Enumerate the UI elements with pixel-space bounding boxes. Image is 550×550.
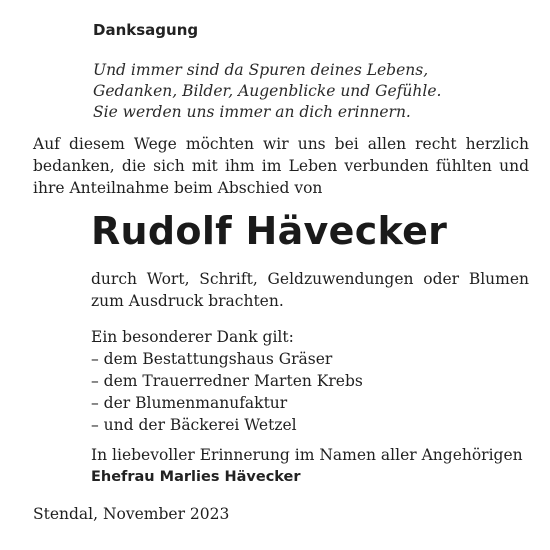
place-date: Stendal, November 2023 — [33, 505, 230, 523]
signature: Ehefrau Marlies Hävecker — [91, 469, 301, 485]
poem — [93, 60, 513, 123]
special-thanks-item: – dem Trauerredner Marten Krebs — [91, 372, 363, 390]
closing-line: In liebevoller Erinnerung im Namen aller Angehörigen — [91, 446, 523, 464]
thanks-paragraph — [91, 268, 529, 312]
special-thanks-item: – und der Bäckerei Wetzel — [91, 416, 297, 434]
special-thanks-title: Ein besonderer Dank gilt: — [91, 328, 294, 346]
intro-line: ihre Anteilnahme beim Abschied von — [33, 179, 323, 197]
poem-line: Gedanken, Bilder, Augenblicke und Gefühle. — [93, 82, 442, 100]
poem-line: Sie werden uns immer an dich erinnern. — [93, 103, 411, 121]
closing — [91, 444, 531, 488]
heading: Danksagung — [93, 21, 199, 39]
special-thanks — [91, 326, 511, 436]
special-thanks-item: – der Blumenmanufaktur — [91, 394, 288, 412]
special-thanks-item: – dem Bestattungshaus Gräser — [91, 350, 333, 368]
thanks-line: durch Wort, Schrift, Geldzuwendungen oder Blumen — [91, 270, 529, 288]
intro-line: bedanken, die sich mit ihm im Leben verbunden fühlten und — [33, 157, 529, 175]
deceased-name: Rudolf Hävecker — [91, 209, 448, 253]
poem-line: Und immer sind da Spuren deines Lebens, — [93, 61, 429, 79]
thanks-line: zum Ausdruck brachten. — [91, 292, 284, 310]
intro-paragraph — [33, 133, 529, 199]
intro-line: Auf diesem Wege möchten wir uns bei allen recht herzlich — [33, 135, 529, 153]
